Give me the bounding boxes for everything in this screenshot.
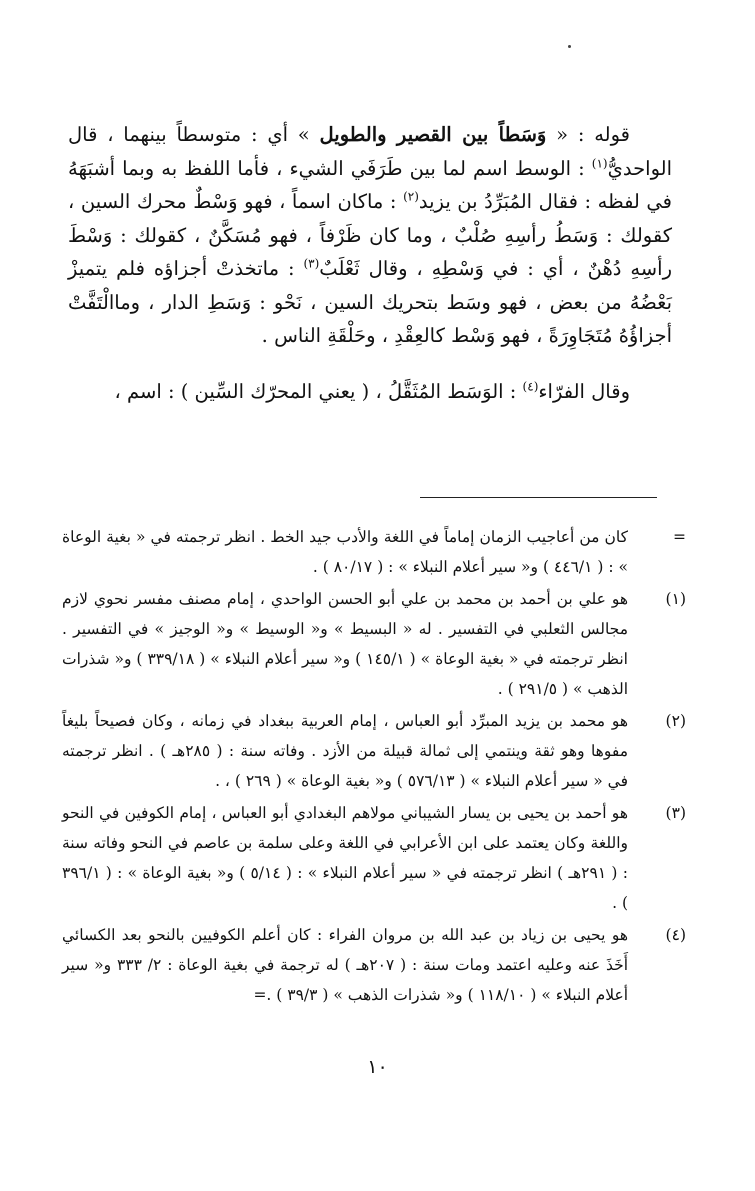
footnote-text: هو محمد بن يزيد المبرِّد أبو العباس ، إمام العربية ببغداد في زمانه ، وكان فصيحاً بليغاً مفوها وهو ثقة وينتمي إلى ثمالة قبيلة من الأزد . وفاته سنة : ( ٢٨٥هـ ) . انظر ترجمته في « سير أعلام النبلاء » ( ٥٧٦/١٣ ) و« بغية الوعاة » ( ٢٦٩ ) ، . <box>62 712 628 790</box>
footnote-4 <box>62 920 686 1010</box>
footnote-text: هو أحمد بن يحيى بن يسار الشيباني مولاهم البغدادي أبو العباس ، إمام الكوفين في النحو واللغة وكان يعتمد على ابن الأعرابي في اللغة وعلى سلمة بن عاصم في النحو وفاته سنة : ( ٢٩١هـ ) انظر ترجمته في « سير أعلام النبلاء » : ( ٥/١٤ ) و« بغية الوعاة » : ( ٣٩٦/١ ) . <box>62 804 628 912</box>
footnote-divider <box>420 497 657 498</box>
footnote-mark: (٣) <box>665 804 686 822</box>
footnote-mark: = <box>673 528 686 546</box>
footnote-3 <box>62 798 686 918</box>
footnote-mark: (٢) <box>665 712 686 730</box>
footnote-text: كان من أعاجيب الزمان إماماً في اللغة والأدب جيد الخط . انظر ترجمته في « بغية الوعاة » : ( ٤٤٦/١ ) و« سير أعلام النبلاء » : ( ٨٠/١٧ ) . <box>62 528 628 576</box>
footnote-ref-2[interactable]: (٢) <box>403 189 419 204</box>
paragraph-1: قوله : « وَسَطاً بين القصير والطويل » أي : متوسطاً بينهما ، قال الواحديُّ$^{(١)}$ : الوسط اسم لما بين طَرَفَي الشيء ، فأما اللفظ به وبما أشبَهَهُ في لفظه : فقال المُبَرِّدُ بن يزيد$^{(٢)}$ : ماكان اسماً ، فهو وَسْطٌ محرك السين ، كقولك : وَسَطُ رأسِهِ صُلْبٌ ، وما كان ظَرْفاً ، فهو مُسَكَّنٌ ، كقولك : وَسْطَ رأسِهِ دُهْنٌ ، أي : في وَسْطِهِ ، وقال ثَعْلَبٌ$^{(٣)}$ : ماتخذتْ أجزاؤه فلم يتميزْ بَعْضُهُ من بعض ، فهو وسَط بتحريك السين ، نَحْو : وَسَطِ الدار ، وماالْتَفَّتْ أجزاؤُهُ مُتَجَاوِرَةً ، فهو وَسْط كالعِقْدِ ، وحَلْقَةِ الناس . <box>68 123 673 347</box>
speck <box>568 45 571 48</box>
footnote-ref-4[interactable]: (٤) <box>522 379 539 393</box>
main-text <box>68 118 672 408</box>
footnote-text: هو علي بن أحمد بن محمد بن علي أبو الحسن الواحدي ، إمام مصنف مفسر نحوي لازم مجالس الثعلبي في التفسير . له « البسيط » و« الوسيط » و« الوجيز » في التفسير . انظر ترجمته في « بغية الوعاة » ( ١٤٥/١ ) و« سير أعلام النبلاء » ( ٣٣٩/١٨ ) و« شذرات الذهب » ( ٢٩١/٥ ) . <box>62 590 628 698</box>
page-number: ١٠ <box>367 1056 388 1078</box>
footnote-ref-3[interactable]: (٣) <box>303 256 320 271</box>
footnote-mark: (١) <box>665 590 686 608</box>
footnote-mark: (٤) <box>665 926 686 944</box>
paragraph-2: وقال الفرّاء$^{(٤)}$ : الوَسَط المُثَقَّلُ ، ( يعني المحرّك السِّين ) : اسم ، <box>114 379 630 403</box>
quoted-phrase: وَسَطاً بين القصير والطويل <box>319 123 547 146</box>
footnote-continued <box>62 522 686 582</box>
footnote-2 <box>62 706 686 796</box>
footnote-text: هو يحيى بن زياد بن عبد الله بن مروان الفراء : كان أعلم الكوفيين بالنحو بعد الكسائي أَخَذَ عنه وعليه اعتمد ومات سنة : ( ٢٠٧هـ ) له ترجمة في بغية الوعاة : ٢/ ٣٣٣ و« سير أعلام النبلاء » ( ١١٨/١٠ ) و« شذرات الذهب » ( ٣٩/٣ ) .= <box>62 926 629 1004</box>
footnote-ref-1[interactable]: (١) <box>591 156 608 170</box>
footnote-1 <box>62 584 686 704</box>
footnotes <box>62 522 686 1012</box>
